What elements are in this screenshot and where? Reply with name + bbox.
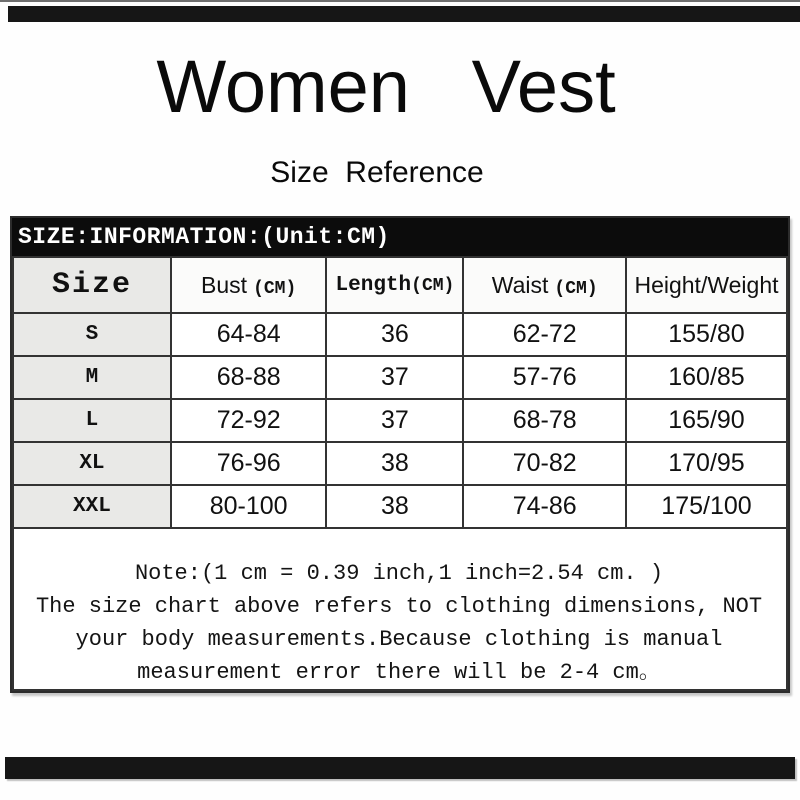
col-header-bust-label: Bust — [201, 271, 248, 298]
header-row — [13, 257, 787, 313]
col-header-bust — [171, 257, 327, 313]
col-header-height-weight-label: Height/Weight — [634, 271, 779, 298]
col-header-length-label: Length — [335, 273, 412, 297]
top-banner-bar — [8, 6, 800, 22]
cell-bust: 72-92 — [171, 399, 327, 442]
cell-size: XL — [13, 442, 171, 485]
size-table — [12, 256, 788, 691]
cell-length: 37 — [326, 356, 463, 399]
note-cell — [13, 528, 787, 690]
cell-length: 37 — [326, 399, 463, 442]
cell-bust: 64-84 — [171, 313, 327, 356]
cell-height-weight: 155/80 — [626, 313, 787, 356]
cell-waist: 70-82 — [463, 442, 626, 485]
size-row-s — [13, 313, 787, 356]
size-info-banner: SIZE:INFORMATION:(Unit:CM) — [12, 218, 788, 256]
col-header-waist-unit: (CM) — [554, 278, 598, 299]
cell-height-weight: 165/90 — [626, 399, 787, 442]
cell-length: 38 — [326, 442, 463, 485]
note-line-1: Note:(1 cm = 0.39 inch,1 inch=2.54 cm. ) — [134, 561, 664, 586]
size-chart — [10, 216, 790, 693]
cell-size: L — [13, 399, 171, 442]
cell-bust: 68-88 — [171, 356, 327, 399]
cell-height-weight: 160/85 — [626, 356, 787, 399]
col-header-height-weight — [626, 257, 787, 313]
col-header-waist-label: Waist — [491, 271, 549, 298]
bottom-banner-bar — [5, 757, 795, 779]
col-header-bust-unit: (CM) — [253, 278, 297, 299]
note-line-2: The size chart above refers to clothing dimensions, NOT — [35, 594, 763, 619]
size-row-xxl — [13, 485, 787, 528]
size-row-m — [13, 356, 787, 399]
note-row — [13, 528, 787, 690]
cell-waist: 62-72 — [463, 313, 626, 356]
cell-waist: 57-76 — [463, 356, 626, 399]
cell-size: XXL — [13, 485, 171, 528]
cell-bust: 80-100 — [171, 485, 327, 528]
cell-length: 38 — [326, 485, 463, 528]
col-header-size — [13, 257, 171, 313]
cell-size: M — [13, 356, 171, 399]
size-row-l — [13, 399, 787, 442]
top-hairline — [0, 0, 800, 2]
cell-waist: 68-78 — [463, 399, 626, 442]
cell-bust: 76-96 — [171, 442, 327, 485]
size-row-xl — [13, 442, 787, 485]
note-line-4: measurement error there will be 2-4 cm。 — [137, 660, 661, 685]
cell-size: S — [13, 313, 171, 356]
cell-height-weight: 175/100 — [626, 485, 787, 528]
col-header-waist — [463, 257, 626, 313]
cell-waist: 74-86 — [463, 485, 626, 528]
cell-height-weight: 170/95 — [626, 442, 787, 485]
col-header-length-unit: (CM) — [411, 275, 455, 296]
col-header-length — [326, 257, 463, 313]
cell-length: 36 — [326, 313, 463, 356]
col-header-size-label: Size — [51, 268, 132, 302]
note-line-3: your body measurements.Because clothing is manual — [75, 627, 723, 652]
product-title: Women Vest — [156, 45, 616, 128]
size-reference-subtitle: Size Reference — [270, 156, 484, 189]
